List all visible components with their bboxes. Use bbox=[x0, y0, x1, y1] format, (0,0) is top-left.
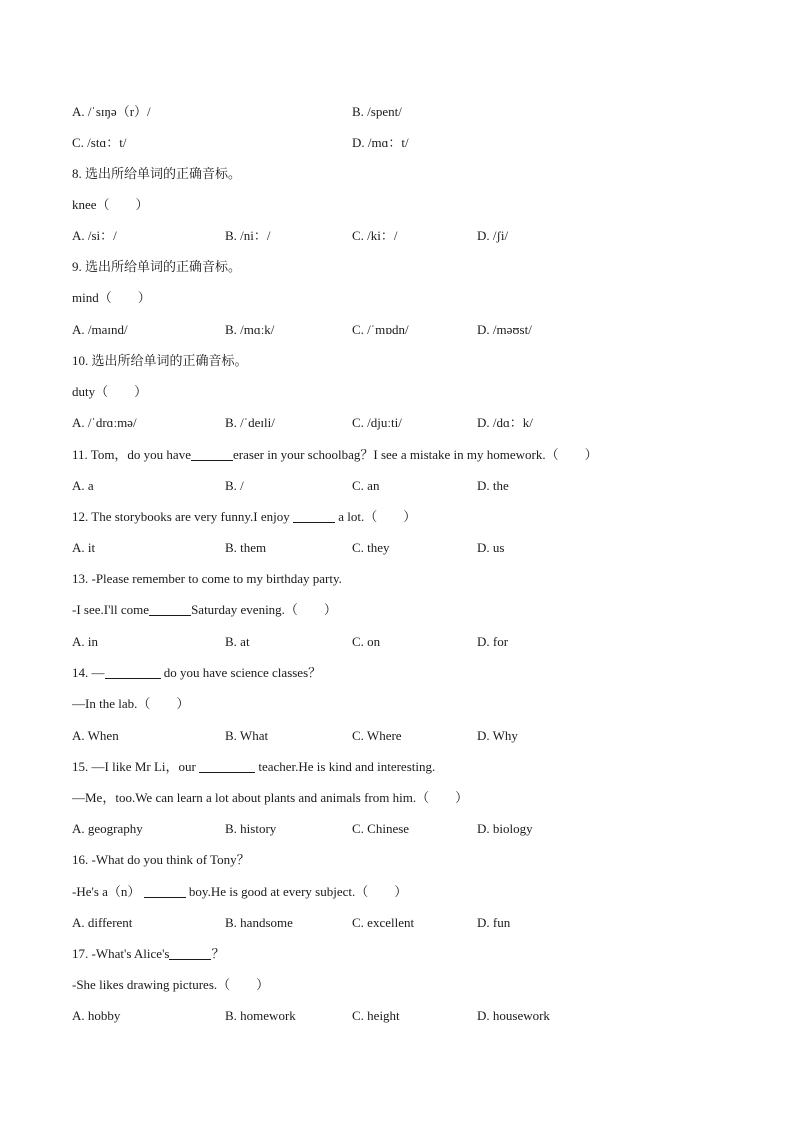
q10-stem: 10. 选出所给单词的正确音标。 bbox=[72, 353, 248, 368]
q7-option-a: A. /ˈsɪŋə（r）/ bbox=[72, 104, 151, 119]
q17-blank bbox=[169, 946, 211, 960]
q15-option-d: D. biology bbox=[477, 821, 533, 836]
q15-stem-post: teacher.He is kind and interesting. bbox=[258, 759, 436, 774]
q11-stem bbox=[72, 446, 598, 464]
q13-option-c: C. on bbox=[352, 634, 381, 649]
q10-option-a: A. /ˈdrɑːmə/ bbox=[72, 415, 137, 430]
q15-stem-pre: 15. —I like Mr Li，our bbox=[72, 759, 196, 774]
q14-stem-post: do you have science classes？ bbox=[163, 665, 322, 680]
q16-stem-pre: -He's a（n） bbox=[72, 884, 141, 899]
q7-option-d: D. /mɑ：t/ bbox=[352, 135, 409, 150]
q10-word: duty（ ） bbox=[72, 384, 148, 399]
q10-option-d: D. /dɑ：k/ bbox=[477, 415, 533, 430]
q17-option-b: B. homework bbox=[225, 1008, 296, 1023]
q11-blank bbox=[191, 447, 233, 461]
q11-option-d: D. the bbox=[477, 478, 509, 493]
q13-option-d: D. for bbox=[477, 634, 509, 649]
q14-blank bbox=[105, 665, 161, 679]
q9-option-a: A. /maɪnd/ bbox=[72, 322, 128, 337]
q10-option-c: C. /djuːti/ bbox=[352, 415, 402, 430]
q16-option-d: D. fun bbox=[477, 915, 511, 930]
q10-option-b: B. /ˈdeɪli/ bbox=[225, 415, 275, 430]
q16-option-b: B. handsome bbox=[225, 915, 293, 930]
q14-option-b: B. What bbox=[225, 728, 269, 743]
q14-option-a: A. When bbox=[72, 728, 119, 743]
q15-line1 bbox=[72, 758, 435, 776]
q16-line1: 16. -What do you think of Tony？ bbox=[72, 852, 250, 867]
q12-blank bbox=[293, 509, 335, 523]
q14-option-c: C. Where bbox=[352, 728, 402, 743]
q8-stem: 8. 选出所给单词的正确音标。 bbox=[72, 166, 242, 181]
q8-word: knee（ ） bbox=[72, 197, 149, 212]
q12-stem-post: a lot.（ ） bbox=[338, 509, 417, 524]
q17-option-c: C. height bbox=[352, 1008, 400, 1023]
q7-option-b: B. /spent/ bbox=[352, 104, 402, 119]
q13-line1: 13. -Please remember to come to my birthday party. bbox=[72, 571, 342, 586]
q7-option-c: C. /stɑ：t/ bbox=[72, 135, 127, 150]
q9-option-d: D. /məʊst/ bbox=[477, 322, 532, 337]
q12-stem-pre: 12. The storybooks are very funny.I enjoy bbox=[72, 509, 290, 524]
q13-blank bbox=[149, 602, 191, 616]
q16-option-c: C. excellent bbox=[352, 915, 415, 930]
q11-stem-post: eraser in your schoolbag？I see a mistake in my homework.（ ） bbox=[232, 447, 598, 462]
q17-option-a: A. hobby bbox=[72, 1008, 121, 1023]
q12-stem bbox=[72, 508, 416, 526]
q12-option-b: B. them bbox=[225, 540, 267, 555]
q11-option-b: B. / bbox=[225, 478, 244, 493]
q11-stem-pre: 11. Tom，do you have bbox=[72, 447, 191, 462]
q8-option-b: B. /ni：/ bbox=[225, 228, 271, 243]
q15-option-a: A. geography bbox=[72, 821, 143, 836]
q13-stem-post: Saturday evening.（ ） bbox=[191, 602, 337, 617]
q8-option-d: D. /ʃi/ bbox=[477, 228, 509, 243]
q9-word: mind（ ） bbox=[72, 290, 151, 305]
q16-option-a: A. different bbox=[72, 915, 133, 930]
q17-option-d: D. housework bbox=[477, 1008, 550, 1023]
q17-line1 bbox=[72, 945, 224, 963]
q13-line2 bbox=[72, 601, 337, 619]
q11-option-c: C. an bbox=[352, 478, 380, 493]
q14-line2: —In the lab.（ ） bbox=[72, 696, 190, 711]
q12-option-a: A. it bbox=[72, 540, 96, 555]
q15-option-b: B. history bbox=[225, 821, 277, 836]
q16-line2 bbox=[72, 883, 407, 901]
q9-option-b: B. /mɑːk/ bbox=[225, 322, 275, 337]
q12-option-c: C. they bbox=[352, 540, 390, 555]
q9-stem: 9. 选出所给单词的正确音标。 bbox=[72, 259, 242, 274]
q16-stem-post: boy.He is good at every subject.（ ） bbox=[188, 884, 408, 899]
q17-line2: -She likes drawing pictures.（ ） bbox=[72, 977, 270, 992]
q13-option-b: B. at bbox=[225, 634, 250, 649]
q14-stem-pre: 14. — bbox=[72, 665, 105, 680]
q17-stem-pre: 17. -What's Alice's bbox=[72, 946, 170, 961]
q13-option-a: A. in bbox=[72, 634, 98, 649]
q12-option-d: D. us bbox=[477, 540, 505, 555]
q14-line1 bbox=[72, 664, 321, 682]
q8-option-a: A. /si：/ bbox=[72, 228, 117, 243]
q17-stem-post: ？ bbox=[211, 946, 225, 961]
q8-option-c: C. /ki：/ bbox=[352, 228, 398, 243]
q9-option-c: C. /ˈmɒdn/ bbox=[352, 322, 409, 337]
q13-stem-pre: -I see.I'll come bbox=[72, 602, 150, 617]
q11-option-a: A. a bbox=[72, 478, 94, 493]
q14-option-d: D. Why bbox=[477, 728, 518, 743]
q15-option-c: C. Chinese bbox=[352, 821, 410, 836]
q15-blank bbox=[199, 759, 255, 773]
q16-blank bbox=[144, 884, 186, 898]
q15-line2: —Me，too.We can learn a lot about plants and animals from him.（ ） bbox=[72, 790, 469, 805]
